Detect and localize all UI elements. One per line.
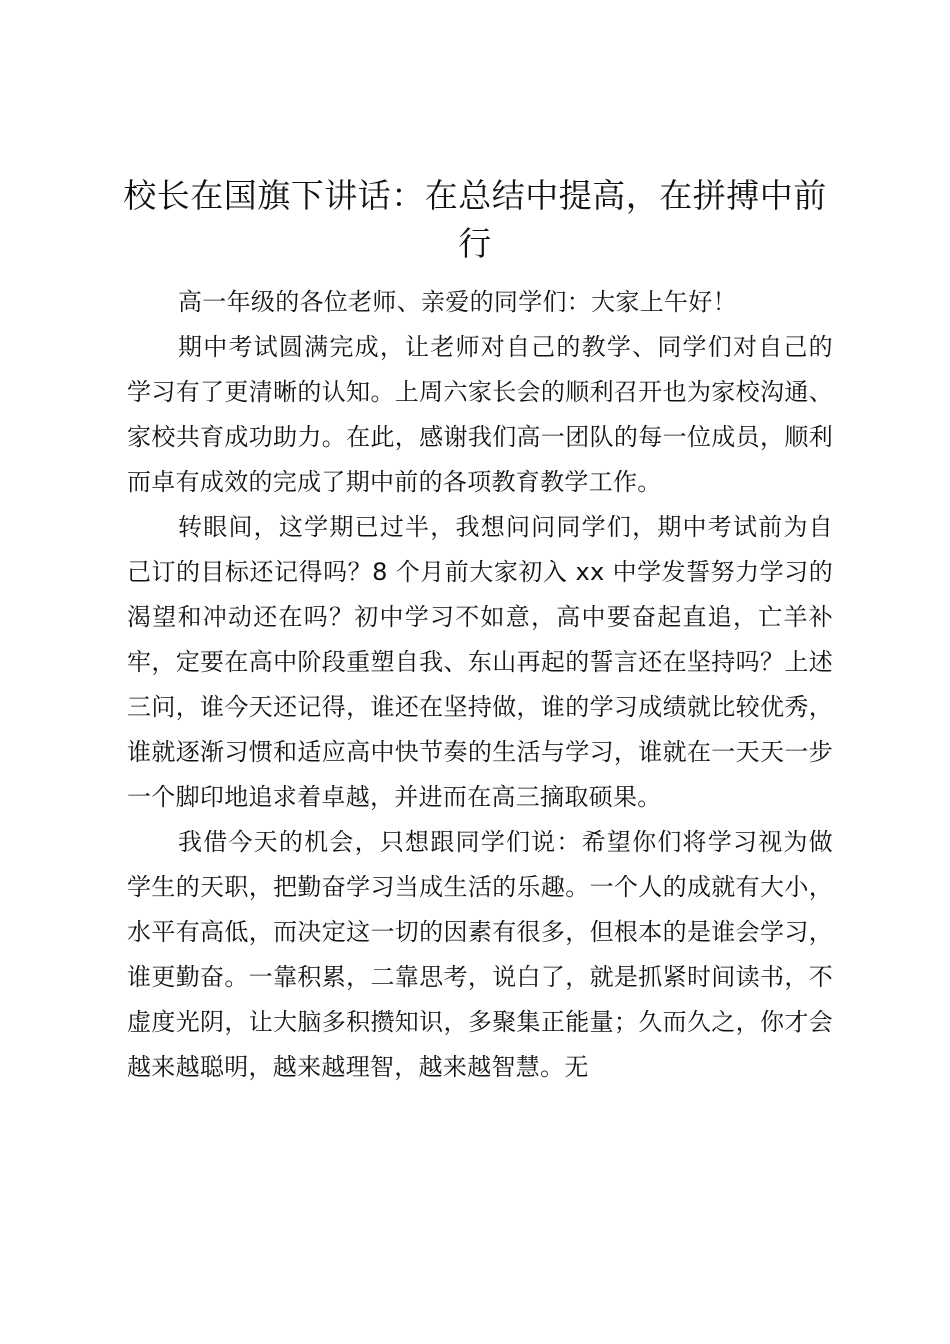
body-paragraph: 转眼间，这学期已过半，我想问问同学们，期中考试前为自己订的目标还记得吗？8 个月前大家初入 xx 中学发誓努力学习的渴望和冲动还在吗？初中学习不如意，高中要奋起直追，亡羊补牢，定要在高中阶段重塑自我、东山再起的誓言还在坚持吗？上述三问，谁今天还记得，谁还在坚持做，谁的学习成绩就比较优秀，谁就逐渐习惯和适应高中快节奏的生活与学习，谁就在一天天一步一个脚印地追求着卓越，并进而在高三摘取硕果。 [127, 513, 833, 811]
greeting-paragraph: 高一年级的各位老师、亲爱的同学们：大家上午好！ [178, 288, 737, 316]
document-body [127, 280, 833, 1090]
document-title: 校长在国旗下讲话：在总结中提高，在拼搏中前行 [123, 176, 827, 263]
body-paragraph: 我借今天的机会，只想跟同学们说：希望你们将学习视为做学生的天职，把勤奋学习当成生活的乐趣。一个人的成就有大小，水平有高低，而决定这一切的因素有很多，但根本的是谁会学习，谁更勤奋。一靠积累，二靠思考，说白了，就是抓紧时间读书，不虚度光阴，让大脑多积攒知识，多聚集正能量；久而久之，你才会越来越聪明，越来越理智，越来越智慧。无 [127, 828, 833, 1081]
body-paragraph: 期中考试圆满完成，让老师对自己的教学、同学们对自己的学习有了更清晰的认知。上周六家长会的顺利召开也为家校沟通、家校共育成功助力。在此，感谢我们高一团队的每一位成员，顺利而卓有成效的完成了期中前的各项教育教学工作。 [127, 333, 833, 496]
